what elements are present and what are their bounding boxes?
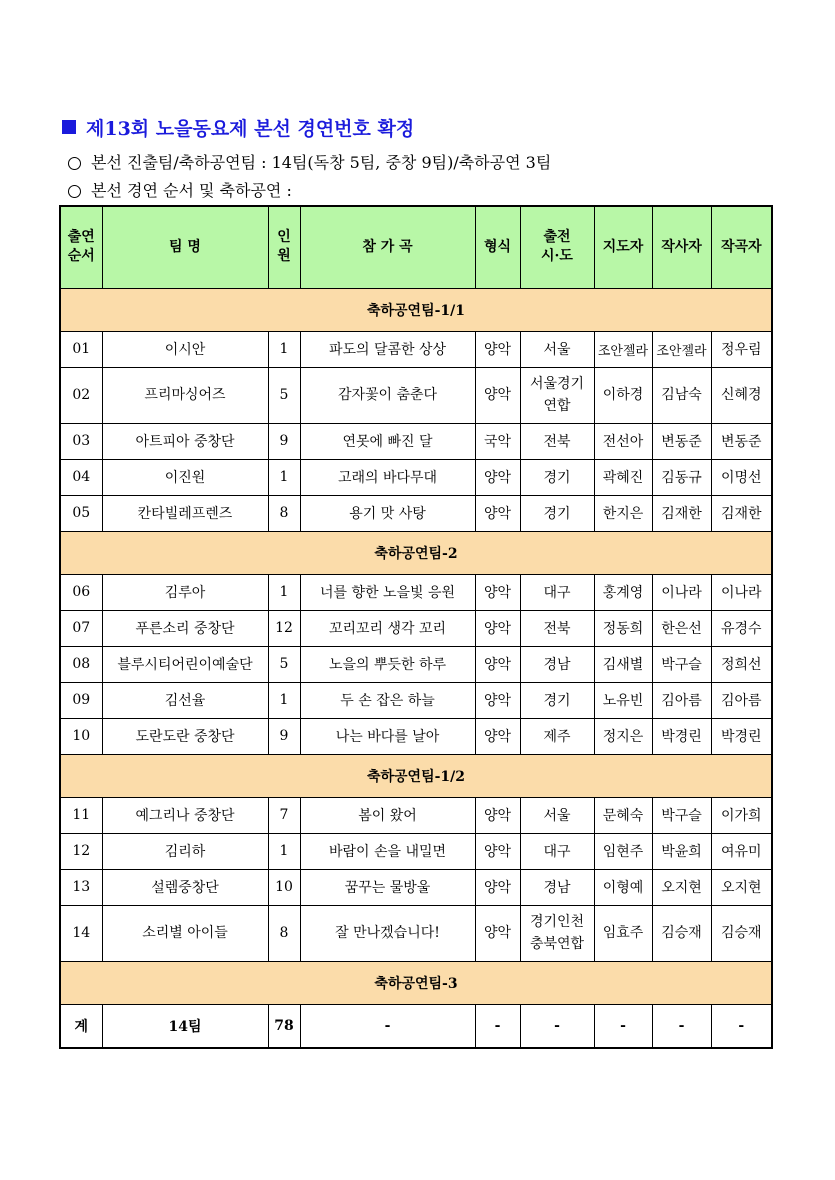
cell-type: 양악 [475, 869, 520, 905]
cell-director: 조안젤라 [594, 331, 652, 367]
square-bullet-icon [62, 120, 76, 134]
cell-region: 대구 [520, 574, 594, 610]
cell-region: 서울 [520, 331, 594, 367]
cell-director: 임효주 [594, 905, 652, 961]
cell-order: 03 [60, 423, 102, 459]
cell-composer: 유경수 [711, 610, 772, 646]
table-row [60, 797, 772, 833]
cell-composer: 이명선 [711, 459, 772, 495]
cell-song: - [300, 1004, 475, 1048]
cell-lyricist: - [652, 1004, 711, 1048]
cell-lyricist: 김아름 [652, 682, 711, 718]
total-row [60, 1004, 772, 1048]
cell-order: 01 [60, 331, 102, 367]
cell-order: 13 [60, 869, 102, 905]
cell-type: 양악 [475, 574, 520, 610]
cell-director: 한지은 [594, 495, 652, 531]
cell-lyricist: 이나라 [652, 574, 711, 610]
cell-song: 두 손 잡은 하늘 [300, 682, 475, 718]
cell-members: 78 [268, 1004, 300, 1048]
cell-team: 14팀 [102, 1004, 268, 1048]
cell-order: 12 [60, 833, 102, 869]
cell-order: 07 [60, 610, 102, 646]
table-row [60, 869, 772, 905]
cell-director: 이하경 [594, 367, 652, 423]
cell-region: 경기 [520, 459, 594, 495]
table-row [60, 646, 772, 682]
summary-line [68, 150, 551, 173]
cell-director: 정동희 [594, 610, 652, 646]
cell-composer: 이나라 [711, 574, 772, 610]
table-row [60, 423, 772, 459]
col-director: 지도자 [594, 206, 652, 288]
cell-order: 10 [60, 718, 102, 754]
cell-song: 봄이 왔어 [300, 797, 475, 833]
cell-song: 바람이 손을 내밀면 [300, 833, 475, 869]
cell-members: 5 [268, 367, 300, 423]
cell-lyricist: 조안젤라 [652, 331, 711, 367]
cell-region: 서울경기 연합 [520, 367, 594, 423]
cell-team: 프리마싱어즈 [102, 367, 268, 423]
cell-composer: 김승재 [711, 905, 772, 961]
cell-type: 양악 [475, 495, 520, 531]
cell-song: 나는 바다를 날아 [300, 718, 475, 754]
cell-type: 양악 [475, 459, 520, 495]
cell-lyricist: 김승재 [652, 905, 711, 961]
circle-bullet-icon [68, 157, 81, 170]
cell-director: 김새별 [594, 646, 652, 682]
cell-director: 문혜숙 [594, 797, 652, 833]
section-row [60, 961, 772, 1004]
cell-team: 설렘중창단 [102, 869, 268, 905]
section-label: 축하공연팀-2 [60, 531, 772, 574]
cell-type: 양악 [475, 367, 520, 423]
cell-composer: - [711, 1004, 772, 1048]
cell-team: 김루아 [102, 574, 268, 610]
cell-type: 양악 [475, 905, 520, 961]
section-row [60, 288, 772, 331]
cell-region: 제주 [520, 718, 594, 754]
cell-director: - [594, 1004, 652, 1048]
section-label: 축하공연팀-1/1 [60, 288, 772, 331]
cell-members: 5 [268, 646, 300, 682]
cell-order: 11 [60, 797, 102, 833]
title-text: 제13회 노을동요제 본선 경연번호 확정 [86, 118, 415, 140]
cell-composer: 김재한 [711, 495, 772, 531]
cell-order: 08 [60, 646, 102, 682]
cell-members: 1 [268, 833, 300, 869]
cell-lyricist: 김재한 [652, 495, 711, 531]
table-row [60, 459, 772, 495]
cell-region: 경기 [520, 495, 594, 531]
cell-type: 양악 [475, 718, 520, 754]
performance-table [59, 205, 773, 1049]
cell-director: 전선아 [594, 423, 652, 459]
cell-order: 09 [60, 682, 102, 718]
cell-lyricist: 김동규 [652, 459, 711, 495]
cell-team: 푸른소리 중창단 [102, 610, 268, 646]
cell-members: 8 [268, 495, 300, 531]
order-text: 본선 경연 순서 및 축하공연 : [91, 181, 292, 200]
cell-order: 04 [60, 459, 102, 495]
cell-lyricist: 변동준 [652, 423, 711, 459]
cell-composer: 변동준 [711, 423, 772, 459]
cell-region: 서울 [520, 797, 594, 833]
table-row [60, 574, 772, 610]
cell-lyricist: 박경린 [652, 718, 711, 754]
cell-region: 전북 [520, 610, 594, 646]
cell-song: 연못에 빠진 달 [300, 423, 475, 459]
cell-composer: 오지현 [711, 869, 772, 905]
cell-team: 이시안 [102, 331, 268, 367]
cell-type: 양악 [475, 331, 520, 367]
cell-order: 14 [60, 905, 102, 961]
cell-composer: 이가희 [711, 797, 772, 833]
table-row [60, 367, 772, 423]
cell-type: - [475, 1004, 520, 1048]
col-type: 형식 [475, 206, 520, 288]
cell-order: 계 [60, 1004, 102, 1048]
cell-director: 이형예 [594, 869, 652, 905]
cell-region: 경기인천 충북연합 [520, 905, 594, 961]
col-team: 팀 명 [102, 206, 268, 288]
cell-order: 05 [60, 495, 102, 531]
section-label: 축하공연팀-1/2 [60, 754, 772, 797]
cell-region: 대구 [520, 833, 594, 869]
table-row [60, 905, 772, 961]
cell-members: 10 [268, 869, 300, 905]
cell-team: 도란도란 중창단 [102, 718, 268, 754]
col-lyricist: 작사자 [652, 206, 711, 288]
cell-composer: 박경린 [711, 718, 772, 754]
cell-region: - [520, 1004, 594, 1048]
cell-members: 12 [268, 610, 300, 646]
cell-region: 경남 [520, 646, 594, 682]
table-row [60, 833, 772, 869]
cell-lyricist: 김남숙 [652, 367, 711, 423]
cell-type: 국악 [475, 423, 520, 459]
cell-song: 잘 만나겠습니다! [300, 905, 475, 961]
col-members: 인 원 [268, 206, 300, 288]
cell-members: 9 [268, 718, 300, 754]
cell-song: 파도의 달콤한 상상 [300, 331, 475, 367]
cell-region: 경기 [520, 682, 594, 718]
cell-order: 06 [60, 574, 102, 610]
cell-members: 1 [268, 574, 300, 610]
cell-region: 전북 [520, 423, 594, 459]
cell-members: 1 [268, 459, 300, 495]
cell-team: 김선율 [102, 682, 268, 718]
cell-lyricist: 한은선 [652, 610, 711, 646]
cell-song: 감자꽃이 춤춘다 [300, 367, 475, 423]
order-line [68, 178, 292, 201]
cell-type: 양악 [475, 797, 520, 833]
cell-order: 02 [60, 367, 102, 423]
cell-lyricist: 오지현 [652, 869, 711, 905]
cell-composer: 여유미 [711, 833, 772, 869]
cell-song: 너를 향한 노을빛 응원 [300, 574, 475, 610]
cell-director: 곽혜진 [594, 459, 652, 495]
section-label: 축하공연팀-3 [60, 961, 772, 1004]
cell-members: 9 [268, 423, 300, 459]
table-row [60, 331, 772, 367]
summary-text: 본선 진출팀/축하공연팀 : 14팀(독창 5팀, 중창 9팀)/축하공연 3팀 [91, 153, 552, 172]
cell-team: 아트피아 중창단 [102, 423, 268, 459]
cell-team: 이진원 [102, 459, 268, 495]
table-row [60, 610, 772, 646]
cell-song: 꿈꾸는 물방울 [300, 869, 475, 905]
cell-team: 소리별 아이들 [102, 905, 268, 961]
cell-song: 꼬리꼬리 생각 꼬리 [300, 610, 475, 646]
cell-composer: 정희선 [711, 646, 772, 682]
cell-director: 정지은 [594, 718, 652, 754]
page-title [62, 114, 414, 141]
circle-bullet-icon [68, 185, 81, 198]
col-composer: 작곡자 [711, 206, 772, 288]
cell-team: 김리하 [102, 833, 268, 869]
table-row [60, 682, 772, 718]
cell-director: 임현주 [594, 833, 652, 869]
cell-type: 양악 [475, 610, 520, 646]
cell-type: 양악 [475, 682, 520, 718]
cell-type: 양악 [475, 646, 520, 682]
table-header-row [60, 206, 772, 288]
cell-song: 노을의 뿌듯한 하루 [300, 646, 475, 682]
col-region: 출전 시·도 [520, 206, 594, 288]
cell-composer: 김아름 [711, 682, 772, 718]
cell-type: 양악 [475, 833, 520, 869]
cell-team: 칸타빌레프렌즈 [102, 495, 268, 531]
cell-composer: 신혜경 [711, 367, 772, 423]
cell-members: 7 [268, 797, 300, 833]
cell-team: 블루시티어린이예술단 [102, 646, 268, 682]
cell-song: 고래의 바다무대 [300, 459, 475, 495]
col-order: 출연 순서 [60, 206, 102, 288]
cell-members: 8 [268, 905, 300, 961]
cell-director: 홍계영 [594, 574, 652, 610]
cell-region: 경남 [520, 869, 594, 905]
cell-team: 예그리나 중창단 [102, 797, 268, 833]
cell-lyricist: 박구슬 [652, 797, 711, 833]
cell-members: 1 [268, 331, 300, 367]
cell-lyricist: 박윤희 [652, 833, 711, 869]
section-row [60, 531, 772, 574]
cell-members: 1 [268, 682, 300, 718]
cell-composer: 정우림 [711, 331, 772, 367]
cell-song: 용기 맛 사탕 [300, 495, 475, 531]
table-row [60, 718, 772, 754]
table-row [60, 495, 772, 531]
col-song: 참 가 곡 [300, 206, 475, 288]
cell-lyricist: 박구슬 [652, 646, 711, 682]
cell-director: 노유빈 [594, 682, 652, 718]
section-row [60, 754, 772, 797]
